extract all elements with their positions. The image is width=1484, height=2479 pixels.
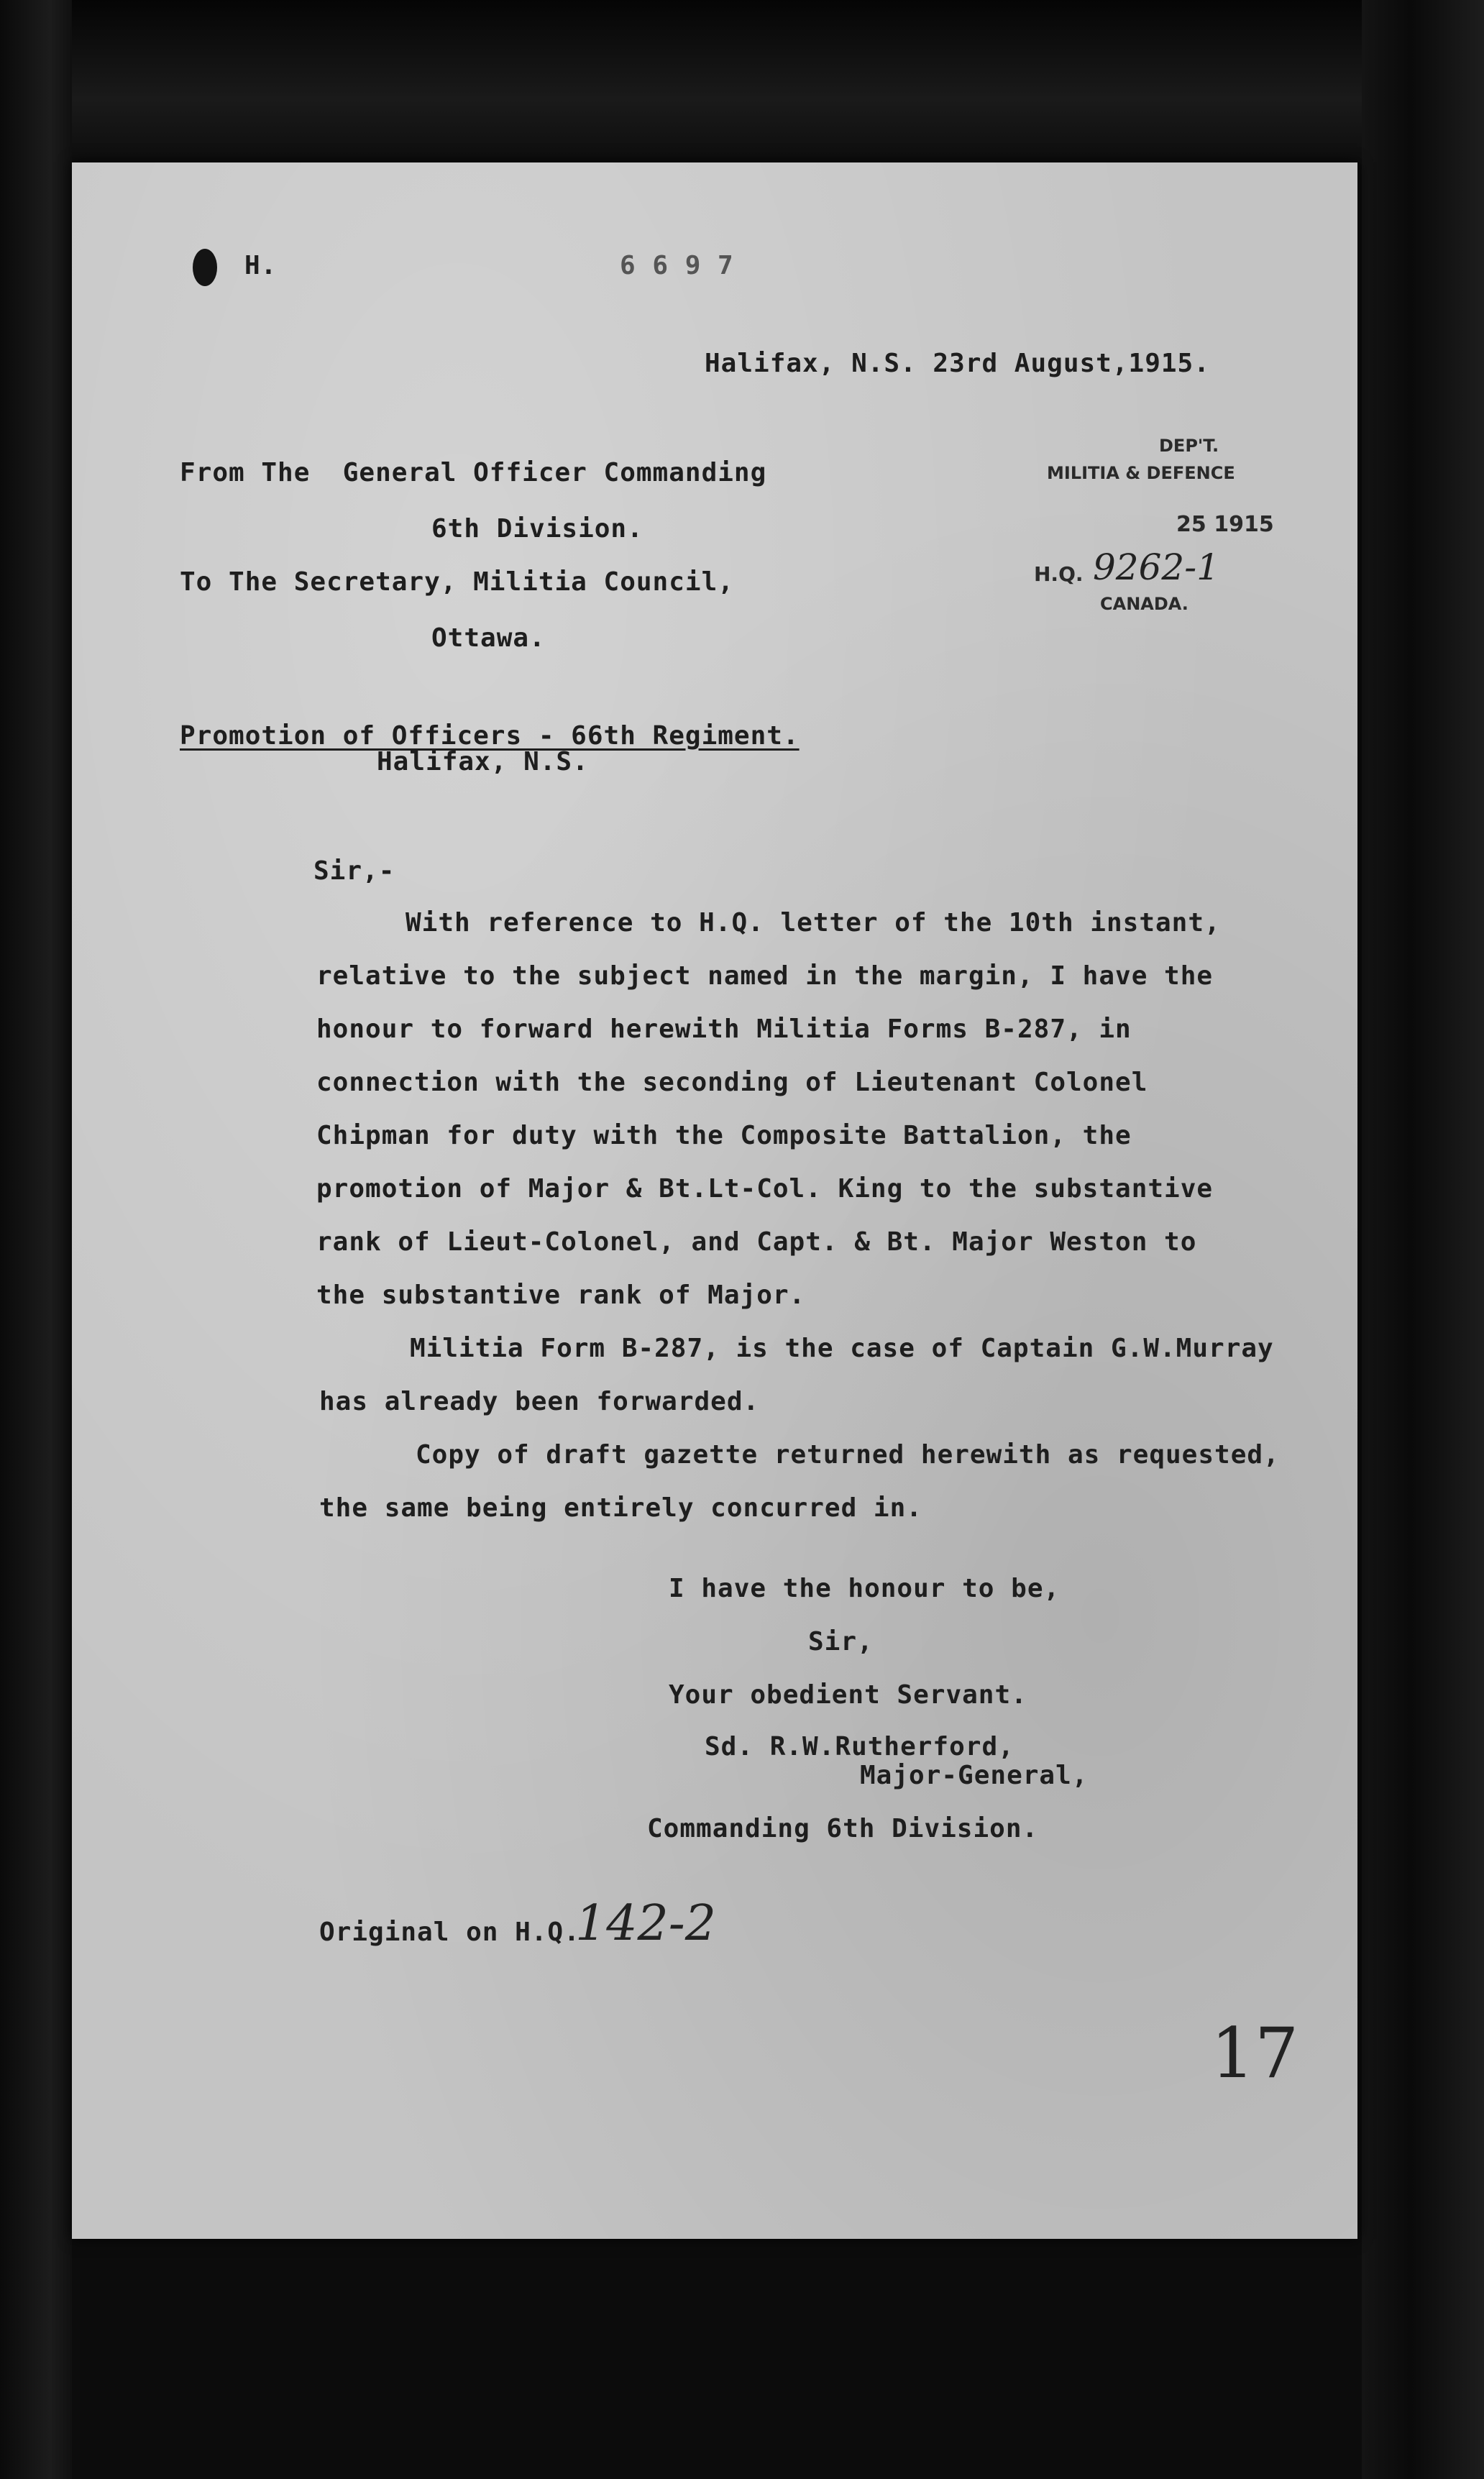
body-line: connection with the seconding of Lieutenant Colonel [316,1068,1148,1097]
body-line: the same being entirely concurred in. [319,1493,922,1523]
body-line: Copy of draft gazette returned herewith as requested, [416,1440,1280,1470]
header-mark: H. [244,251,278,280]
page-number: 17 [1211,2013,1299,2094]
signature-command: Commanding 6th Division. [647,1814,1039,1843]
film-border-left [0,0,72,2479]
salutation: Sir,- [313,856,395,886]
stamp-country: CANADA. [1100,594,1188,614]
ink-blot [193,249,217,286]
subject-line-1: Promotion of Officers - 66th Regiment. [180,721,800,751]
stamp-hq-number: 9262-1 [1093,546,1219,588]
original-label: Original on H.Q. [319,1917,580,1947]
body-line: With reference to H.Q. letter of the 10th instant, [406,908,1221,938]
file-number: 6 6 9 7 [620,251,734,280]
closing-line-1: I have the honour to be, [669,1574,1061,1603]
film-border-right [1362,0,1484,2479]
body-line: promotion of Major & Bt.Lt-Col. King to the substantive [316,1174,1214,1204]
body-line: honour to forward herewith Militia Forms B-287, in [316,1014,1132,1044]
closing-line-2: Sir, [808,1627,874,1657]
signature: Sd. R.W.Rutherford, [705,1732,1014,1761]
film-border-top [0,0,1484,165]
subject-line-2: Halifax, N.S. [377,747,589,776]
stamp-militia-defence: MILITIA & DEFENCE [1047,463,1235,483]
closing-line-3: Your obedient Servant. [669,1680,1027,1710]
stamp-hq-prefix: H.Q. [1034,562,1084,586]
signature-rank: Major-General, [860,1761,1089,1790]
body-line: the substantive rank of Major. [316,1280,806,1310]
to-line-2: Ottawa. [431,623,546,653]
place-date: Halifax, N.S. 23rd August,1915. [705,349,1210,378]
body-line: has already been forwarded. [319,1387,760,1416]
body-line: Chipman for duty with the Composite Battalion, the [316,1121,1132,1150]
from-line-1: From The General Officer Commanding [180,458,767,487]
stamp-dept: DEP'T. [1159,436,1219,456]
body-line: Militia Form B-287, is the case of Captain G.W.Murray [410,1334,1274,1363]
stamp-date: 25 1915 [1176,512,1274,537]
body-line: rank of Lieut-Colonel, and Capt. & Bt. Major Weston to [316,1227,1197,1257]
original-number: 142-2 [575,1895,717,1952]
to-line-1: To The Secretary, Militia Council, [180,567,734,597]
body-line: relative to the subject named in the margin, I have the [316,961,1214,991]
letter-page [72,162,1357,2239]
from-line-2: 6th Division. [431,514,643,544]
